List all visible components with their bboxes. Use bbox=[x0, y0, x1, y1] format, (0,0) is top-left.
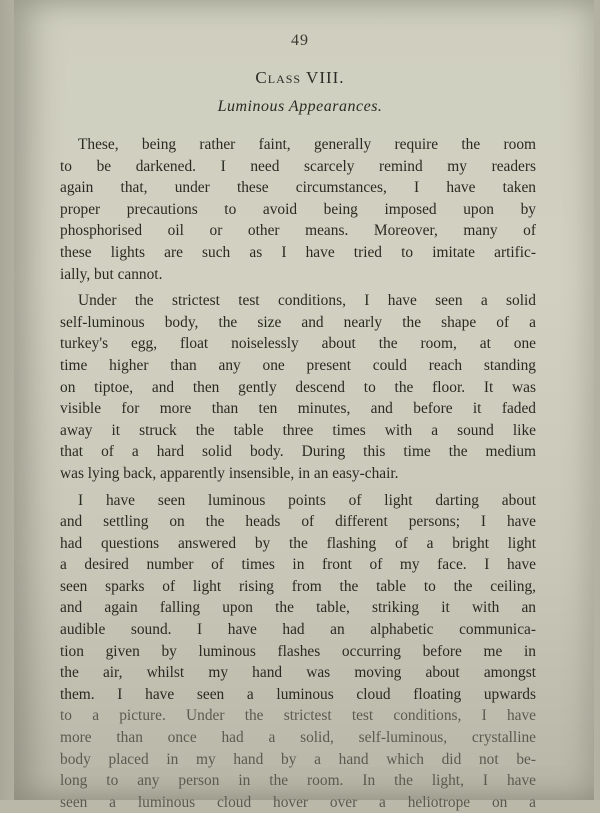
text-line: time higher than any one present could reach standing bbox=[60, 355, 536, 377]
text-line: these lights are such as I have tried to imitate artific- bbox=[60, 242, 536, 264]
text-line: to a picture. Under the strictest test conditions, I have bbox=[60, 705, 536, 727]
paragraph-3 bbox=[60, 490, 536, 813]
text-line: a desired number of times in front of my face. I have bbox=[60, 554, 536, 576]
text-line: them. I have seen a luminous cloud floating upwards bbox=[60, 684, 536, 706]
text-line: was lying back, apparently insensible, in an easy-chair. bbox=[60, 463, 536, 485]
text-line: to be darkened. I need scarcely remind my readers bbox=[60, 156, 536, 178]
text-line: again that, under these circumstances, I have taken bbox=[60, 177, 536, 199]
text-line: and again falling upon the table, striking it with an bbox=[60, 597, 536, 619]
text-line: visible for more than ten minutes, and before it faded bbox=[60, 398, 536, 420]
text-line: body placed in my hand by a hand which did not be- bbox=[60, 749, 536, 771]
section-heading: Luminous Appearances. bbox=[0, 98, 600, 116]
text-line: that of a hard solid body. During this time the medium bbox=[60, 441, 536, 463]
text-line: the air, whilst my hand was moving about amongst bbox=[60, 662, 536, 684]
text-line: and settling on the heads of different persons; I have bbox=[60, 511, 536, 533]
text-line: tion given by luminous flashes occurring before me in bbox=[60, 641, 536, 663]
text-line: Under the strictest test conditions, I have seen a solid bbox=[60, 290, 536, 312]
paragraph-1 bbox=[60, 134, 536, 285]
text-line: These, being rather faint, generally require the room bbox=[60, 134, 536, 156]
text-line: self-luminous body, the size and nearly the shape of a bbox=[60, 312, 536, 334]
class-heading: Class VIII. bbox=[0, 68, 600, 88]
text-line: I have seen luminous points of light darting about bbox=[60, 490, 536, 512]
text-line: phosphorised oil or other means. Moreover, many of bbox=[60, 220, 536, 242]
text-line: turkey's egg, float noiselessly about the room, at one bbox=[60, 333, 536, 355]
text-line: away it struck the table three times with a sound like bbox=[60, 420, 536, 442]
text-line: had questions answered by the flashing of a bright light bbox=[60, 533, 536, 555]
paragraph-2 bbox=[60, 290, 536, 484]
text-line: proper precautions to avoid being imposed upon by bbox=[60, 199, 536, 221]
text-line: on tiptoe, and then gently descend to the floor. It was bbox=[60, 377, 536, 399]
page-number: 49 bbox=[0, 32, 600, 50]
text-line: ially, but cannot. bbox=[60, 264, 536, 286]
text-line: long to any person in the room. In the light, I have bbox=[60, 770, 536, 792]
text-line: audible sound. I have had an alphabetic communica- bbox=[60, 619, 536, 641]
text-line: more than once had a solid, self-luminous, crystalline bbox=[60, 727, 536, 749]
body-text bbox=[60, 134, 536, 813]
text-line: seen a luminous cloud hover over a heliotrope on a bbox=[60, 792, 536, 813]
text-line: seen sparks of light rising from the table to the ceiling, bbox=[60, 576, 536, 598]
